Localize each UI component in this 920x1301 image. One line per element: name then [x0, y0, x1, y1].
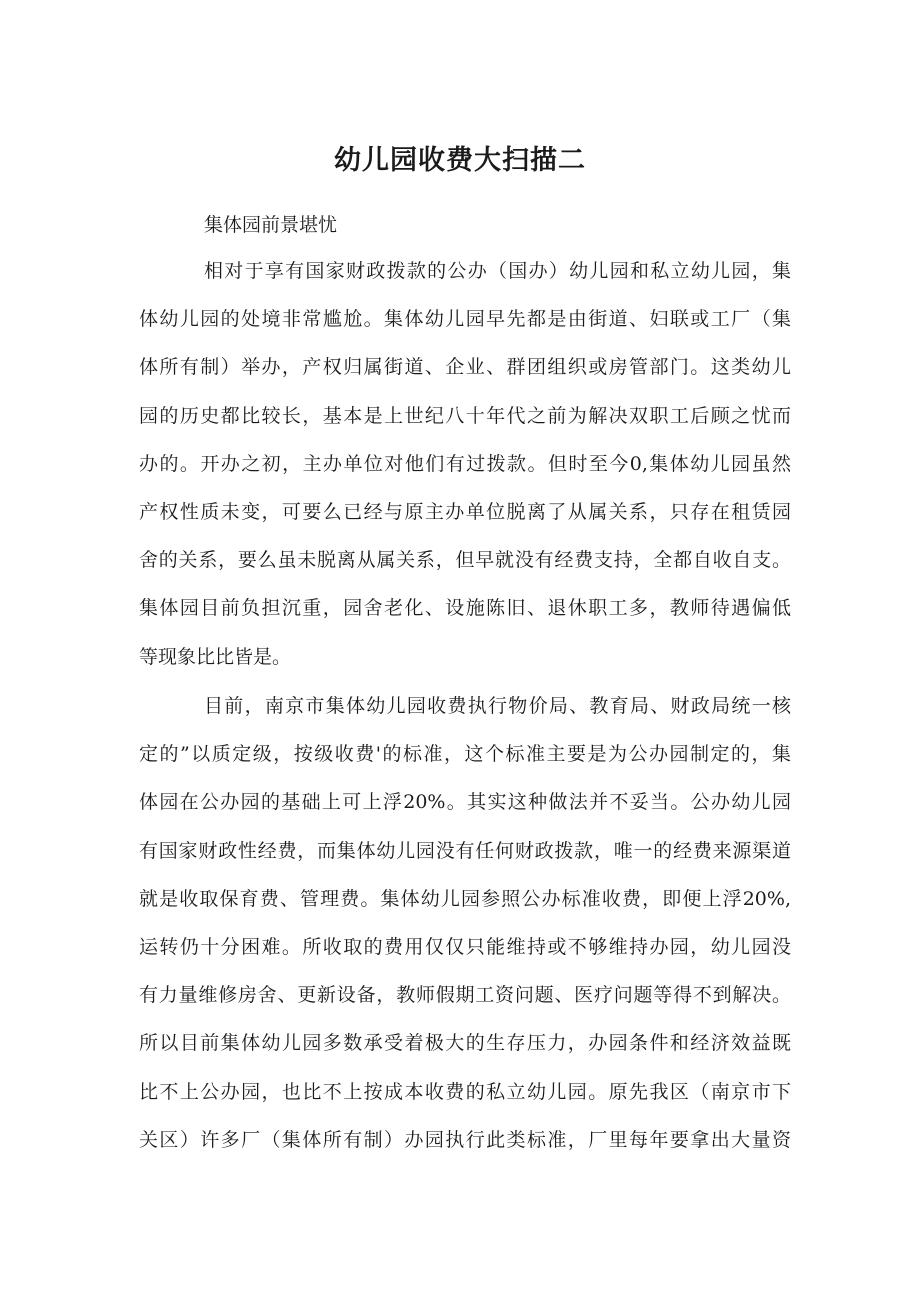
paragraph-line: 集体园目前负担沉重，园舍老化、设施陈旧、退休职工多，教师待遇偏低: [139, 597, 791, 620]
paragraph-line: 所以目前集体幼儿园多数承受着极大的生存压力，办园条件和经济效益既: [139, 1032, 791, 1055]
paragraph-line: 定的”以质定级，按级收费'的标准，这个标准主要是为公办园制定的，集: [139, 743, 791, 766]
paragraph-line: 产权性质未变，可要么已经与原主办单位脱离了从属关系，只存在租赁园: [139, 500, 791, 523]
paragraph-line: 运转仍十分困难。所收取的费用仅仅只能维持或不够维持办园，幼儿园没: [139, 935, 791, 958]
paragraph-line: 相对于享有国家财政拨款的公办（国办）幼儿园和私立幼儿园，集: [204, 260, 791, 282]
paragraph-line: 办的。开办之初，主办单位对他们有过拨款。但时至今0,集体幼儿园虽然: [139, 452, 791, 475]
document-title: 幼儿园收费大扫描二: [334, 145, 586, 176]
paragraph-line: 等现象比比皆是。: [139, 645, 292, 668]
paragraph-line: 体所有制）举办，产权归属街道、企业、群团组织或房管部门。这类幼儿: [139, 356, 791, 379]
paragraph-2: [139, 682, 791, 1164]
paragraph-line: 有国家财政性经费，而集体幼儿园没有任何财政拨款，唯一的经费来源渠道: [139, 839, 791, 862]
paragraph-line: 园的历史都比较长，基本是上世纪八十年代之前为解决双职工后顾之忧而: [139, 404, 791, 427]
paragraph-line: 就是收取保育费、管理费。集体幼儿园参照公办标准收费，即便上浮20%,: [139, 887, 791, 910]
paragraph-line: 体幼儿园的处境非常尴尬。集体幼儿园早先都是由街道、妇联或工厂（集: [139, 308, 791, 331]
paragraph-line: 有力量维修房舍、更新设备，教师假期工资问题、医疗问题等得不到解决。: [139, 984, 791, 1007]
paragraph-line: 体园在公办园的基础上可上浮20%。其实这种做法并不妥当。公办幼儿园: [139, 791, 791, 814]
paragraph-line: 比不上公办园，也比不上按成本收费的私立幼儿园。原先我区（南京市下: [139, 1080, 791, 1103]
paragraph-1: [139, 247, 791, 681]
paragraph-line: 目前，南京市集体幼儿园收费执行物价局、教育局、财政局统一核: [204, 695, 791, 717]
paragraph-line: 关区）许多厂（集体所有制）办园执行此类标准，厂里每年要拿出大量资: [139, 1128, 791, 1151]
paragraph-line: 舍的关系，要么虽未脱离从属关系，但早就没有经费支持，全都自收自支。: [139, 549, 791, 572]
section-heading: 集体园前景堪忧: [204, 214, 338, 236]
